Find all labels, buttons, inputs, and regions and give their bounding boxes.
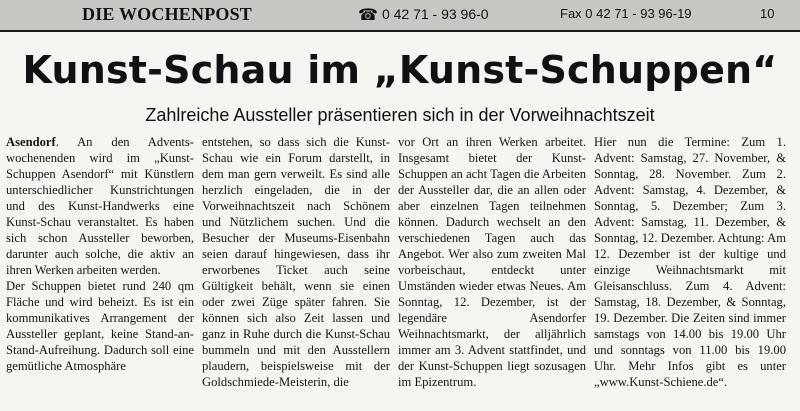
page-number: 10 (760, 6, 775, 21)
article-headline: Kunst-Schau im „Kunst-Schuppen“ (22, 48, 778, 92)
paragraph (6, 134, 194, 278)
article-column-1 (6, 134, 194, 374)
dateline: Asendorf (6, 135, 56, 149)
article-column-3 (398, 134, 586, 390)
article-subheadline: Zahlreiche Aussteller präsentieren sich in der Vorweihnachtszeit (145, 105, 655, 125)
phone-line (358, 5, 489, 25)
phone-number: 0 42 71 - 93 96-0 (381, 6, 489, 22)
paper-name: DIE WOCHENPOST (82, 4, 253, 24)
paragraph: vor Ort an ihren Werken arbeitet. Insgesamt bietet der Kunst-Schuppen an acht Tagen die Arbeiten der Aussteller dar, die an allen oder aber einzelnen Tagen teilnehmen können. Dadurch wechselt an den verschiedenen Tagen auch das Angebot. Wer also zum zweiten Mal vorbeischaut, entdeckt unter Umständen wieder etwas Neues. Am Sonntag, 12. Dezember, ist der legendäre Asendorfer Weihnachtsmarkt, der alljährlich immer am 3. Advent stattfindet, und der Kunst-Schuppen liegt sozusagen im Epizentrum. (398, 135, 586, 389)
masthead-bar (0, 0, 800, 30)
article-column-4 (594, 134, 786, 390)
paragraph: entstehen, so dass sich die Kunst-Schau wie ein Forum darstellt, in dem man gern verweilt. Es sind alle herzlich eingeladen, die in der Vorweihnachtszeit nach Schönem und Nützlichem suchen. Und die Besucher der Museums-Eisenbahn seien darauf hingewiesen, dass ihr erworbenes Ticket auch seine Gültigkeit behält, wenn sie einen oder zwei Züge später fahren. Sie können sich also Zeit lassen und ganz in Ruhe durch die Kunst-Schau bummeln und mit den Ausstellern plaudern, beispielsweise mit der Goldschmiede-Meisterin, die (202, 135, 390, 389)
masthead-rule (0, 30, 800, 32)
paragraph-text: . An den Adventswochenenden wird im „Kunst-Schuppen Asendorf“ mit Künstlern unterschiedlicher Kunstrichtungen und des Kunst-Handwerks eine Kunst-Schau veranstaltet. Es haben sich schon Aussteller beworben, darunter auch solche, die aktiv an ihren Werken arbeiten werden. (6, 135, 194, 277)
telephone-icon: ☎ (358, 7, 378, 24)
article-column-2 (202, 134, 390, 390)
fax-number: Fax 0 42 71 - 93 96-19 (560, 6, 692, 21)
paragraph: Hier nun die Termine: Zum 1. Advent: Samstag, 27. November, & Sonntag, 28. November. Zum 2. Advent: Samstag, 4. Dezember, & Sonntag, 5. Dezember; Zum 3. Advent: Samstag, 11. Dezember, & Sonntag, 12. Dezember. Achtung: Am 12. Dezember ist der kultige und einzige Weihnachtsmarkt mit Gleisanschluss. Zum 4. Advent: Samstag, 18. Dezember, & Sonntag, 19. Dezember. Die Zeiten sind immer samstags von 14.00 bis 19.00 Uhr und sonntags von 11.00 bis 19.00 Uhr. Mehr Infos gibt es unter „www.Kunst-Schiene.de“. (594, 135, 786, 389)
paragraph: Der Schuppen bietet rund 240 qm Fläche und wird beheizt. Es ist ein kommunikatives Arrangement der Aussteller geplant, keine Stand-an-Stand-Aufreihung. Dadurch soll eine gemütliche Atmosphäre (6, 279, 194, 373)
